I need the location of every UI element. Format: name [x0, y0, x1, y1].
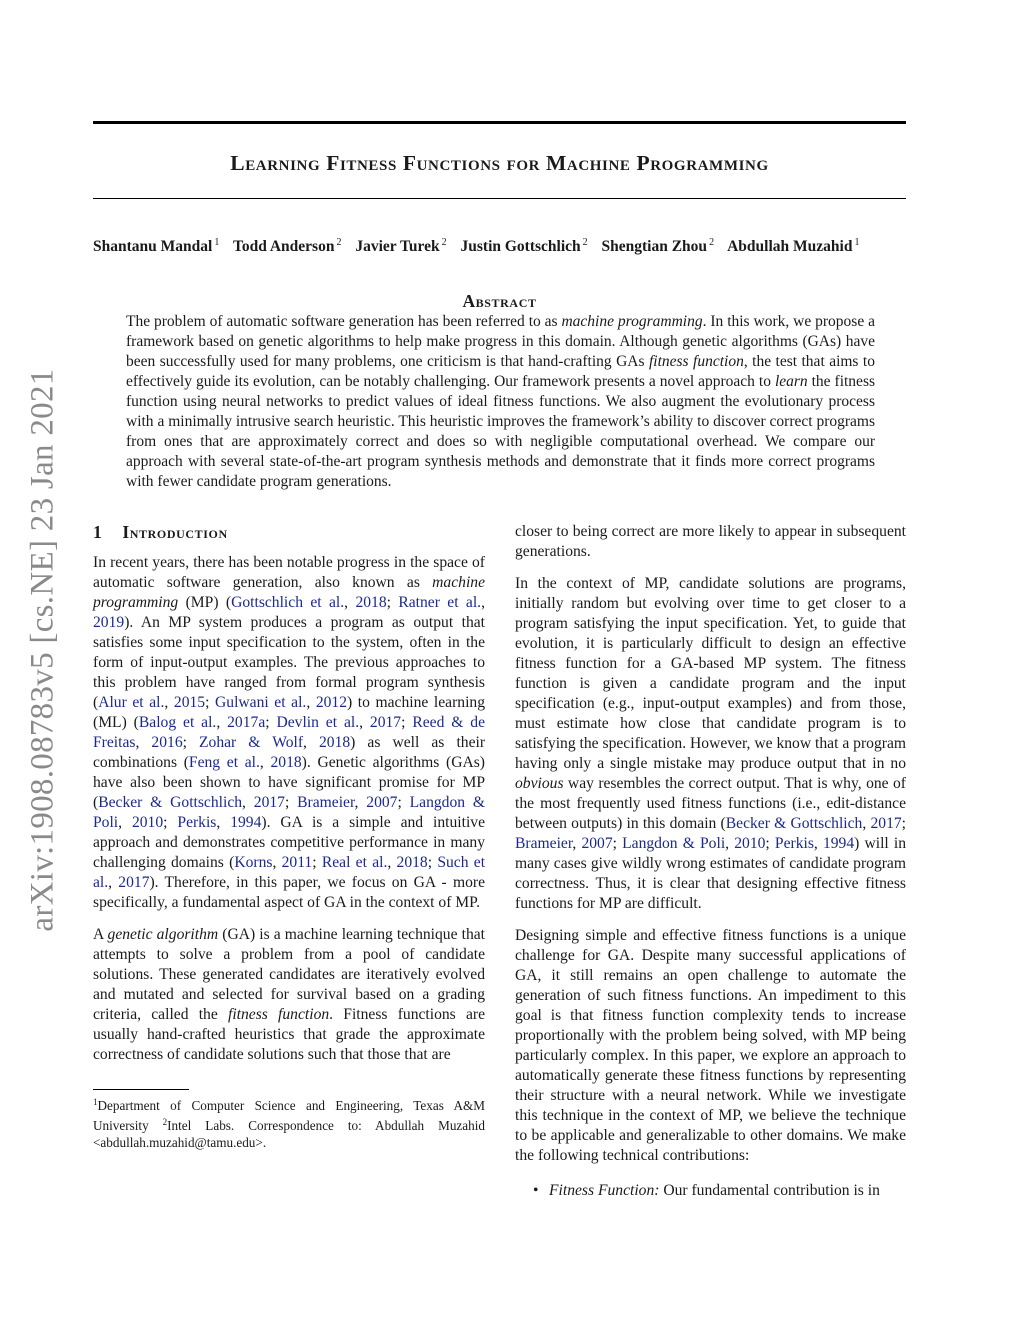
- citation-link[interactable]: Alur et al.: [98, 694, 165, 711]
- abstract-text: The problem of automatic software generation has been referred to as machine programming. In this work, we propose a framework based on genetic algorithms to help make progress in this domain. Although genetic algorithms (GAs) have been successfully used for many problems, one criticism is that hand-crafting GAs fitness function, the test that aims to effectively guide its evolution, can be notably challenging. Our framework presents a novel approach to learn the fitness function using neural networks to predict values of ideal fitness functions. We also augment the evolutionary process with a minimally intrusive search heuristic. This heuristic improves the framework’s ability to discover correct programs from ones that are approximately correct and does so with negligible computational overhead. We compare our approach with several state-of-the-art program synthesis methods and demonstrate that it finds more correct programs with fewer candidate program generations.: [126, 313, 876, 490]
- citation-link[interactable]: 2010: [734, 835, 766, 852]
- intro-paragraph-4: In the context of MP, candidate solutions are programs, initially random but evolving over time to get closer to a program satisfying the input specification. Yet, to guide that evolution, it is particularly difficult to design an effective fitness function for a GA-based MP system. The fitness function is given a candidate program and the input specification (e.g., input-output examples) and from those, must estimate how close that candidate program is to satisfying the specification. However, we know that a program having only a single mistake may produce output that in no obvious way resembles the correct output. That is why, one of the most frequently used fitness functions (i.e., edit-distance between outputs) in this domain (Becker & Gottschlich, 2017; Brameier, 2007; Langdon & Poli, 2010; Perkis, 1994) will in many cases give wildly wrong estimates of candidate program correctness. Thus, it is clear that designing effective fitness functions for MP are difficult.: [515, 575, 907, 912]
- footnote-rule: [93, 1089, 189, 1090]
- citation-link[interactable]: 2017: [369, 714, 402, 731]
- citation-link[interactable]: Gulwani et al.: [215, 694, 307, 711]
- citation-link[interactable]: 2012: [315, 694, 347, 711]
- citation-link[interactable]: Ratner et al.: [398, 594, 482, 611]
- author: Javier Turek $^2$: [355, 237, 447, 255]
- citation-link[interactable]: Reed & de Freitas: [93, 714, 486, 751]
- citation-link[interactable]: 2018: [355, 594, 387, 611]
- citation-link[interactable]: 2018: [396, 854, 428, 871]
- citation-link[interactable]: Balog et al.: [138, 714, 217, 731]
- citation-link[interactable]: 1994: [822, 835, 855, 852]
- citation-link[interactable]: 2018: [318, 734, 351, 751]
- title-rule-bottom: [93, 198, 906, 199]
- arxiv-stamp: arXiv:1908.08783v5 [cs.NE] 23 Jan 2021: [24, 368, 61, 932]
- intro-paragraph-1: In recent years, there has been notable progress in the space of automatic software generation, also known as machine programming (MP) (Gottschlich et al., 2018; Ratner et al., 2019). An MP system produces a program as output that satisfies some input specification to the system, often in the form of input-output examples. The previous approaches to this problem have ranged from formal program synthesis (Alur et al., 2015; Gulwani et al., 2012) to machine learning (ML) (Balog et al., 2017a; Devlin et al., 2017; Reed & de Freitas, 2016; Zohar & Wolf, 2018) as well as their combinations (Feng et al., 2018). Genetic algorithms (GAs) have also been shown to have significant promise for MP (Becker & Gottschlich, 2017; Brameier, 2007; Langdon & Poli, 2010; Perkis, 1994). GA is a simple and intuitive approach and demonstrates competitive performance in many challenging domains (Korns, 2011; Real et al., 2018; Such et al., 2017). Therefore, in this paper, we focus on GA - more specifically, a fundamental aspect of GA in the context of MP.: [93, 554, 486, 911]
- citation-link[interactable]: 2010: [131, 814, 164, 831]
- title-rule-top: [93, 121, 906, 124]
- citation-link[interactable]: Brameier: [515, 835, 573, 852]
- citation-link[interactable]: Langdon & Poli: [93, 794, 486, 831]
- citation-link[interactable]: 2016: [151, 734, 183, 751]
- citation-link[interactable]: 2018: [270, 754, 302, 771]
- citation-link[interactable]: 2019: [93, 614, 125, 631]
- author: Abdullah Muzahid $^1$: [727, 237, 860, 255]
- citation-link[interactable]: Becker & Gottschlich: [725, 815, 863, 832]
- citation-link[interactable]: Gottschlich et al.: [231, 594, 345, 611]
- citation-link[interactable]: 2017: [870, 815, 902, 832]
- author: Todd Anderson $^2$: [232, 237, 342, 255]
- citation-link[interactable]: Langdon & Poli: [622, 835, 726, 852]
- citation-link[interactable]: 2011: [281, 854, 313, 871]
- abstract-heading: Abstract: [462, 291, 537, 311]
- intro-paragraph-3: closer to being correct are more likely to appear in subsequent generations.: [515, 523, 906, 560]
- citation-link[interactable]: 1994: [230, 814, 262, 831]
- author: Justin Gottschlich $^2$: [460, 237, 588, 255]
- author: Shengtian Zhou $^2$: [601, 237, 715, 255]
- left-column: [93, 553, 485, 1077]
- bullet-dot: •: [533, 1182, 539, 1199]
- author-list: [93, 233, 906, 257]
- citation-link[interactable]: Devlin et al.: [276, 714, 360, 731]
- intro-paragraph-5: Designing simple and effective fitness functions is a unique challenge for GA. Despite many successful applications of GA, it still remains an open challenge to automate the generation of such fitness functions. An impediment to this goal is that fitness function complexity tends to increase proportionally with the problem being solved, with MP being particularly complex. In this paper, we explore an approach to automatically generate these fitness functions by representing their structure with a neural network. While we investigate this technique in the context of MP, we believe the technique to be applicable and generalizable to other domains. We make the following technical contributions:: [515, 927, 906, 1164]
- citation-link[interactable]: 2015: [173, 694, 206, 711]
- citation-link[interactable]: 2017a: [227, 714, 266, 731]
- citation-link[interactable]: 2017: [253, 794, 285, 811]
- citation-link[interactable]: Becker & Gottschlich: [98, 794, 243, 811]
- section-heading-introduction: 1 Introduction: [93, 522, 228, 542]
- citation-link[interactable]: Real et al.: [321, 854, 388, 871]
- citation-link[interactable]: Such et al.: [93, 854, 486, 891]
- citation-link[interactable]: Perkis: [774, 835, 814, 852]
- citation-link[interactable]: Feng et al.: [188, 754, 260, 771]
- paper-title: Learning Fitness Functions for Machine Programming: [230, 151, 769, 175]
- right-column: [515, 522, 906, 1178]
- intro-paragraph-2: A genetic algorithm (GA) is a machine learning technique that attempts to solve a problem from a pool of candidate solutions. These generated candidates are iteratively evolved and mutated and selected for survival based on a grading criteria, called the fitness function. Fitness functions are usually hand-crafted heuristics that grade the approximate correctness of candidate solutions such that those that are: [93, 926, 485, 1063]
- author: Shantanu Mandal $^1$: [93, 237, 220, 255]
- affiliation-footnote: $^1$Department of Computer Science and Engineering, Texas A&M University $^2$Intel Labs. Correspondence to: Abdullah Muzahid <abdullah.muzahid@tamu.edu>.: [93, 1097, 485, 1150]
- citation-link[interactable]: Perkis: [177, 814, 217, 831]
- citation-link[interactable]: 2007: [366, 794, 398, 811]
- citation-link[interactable]: Korns: [234, 854, 273, 871]
- citation-link[interactable]: 2007: [581, 835, 613, 852]
- citation-link[interactable]: Brameier: [297, 794, 355, 811]
- contribution-bullet: • Fitness Function: Our fundamental contribution is in: [533, 1182, 880, 1199]
- citation-link[interactable]: 2017: [118, 874, 150, 891]
- citation-link[interactable]: Zohar & Wolf: [199, 734, 304, 751]
